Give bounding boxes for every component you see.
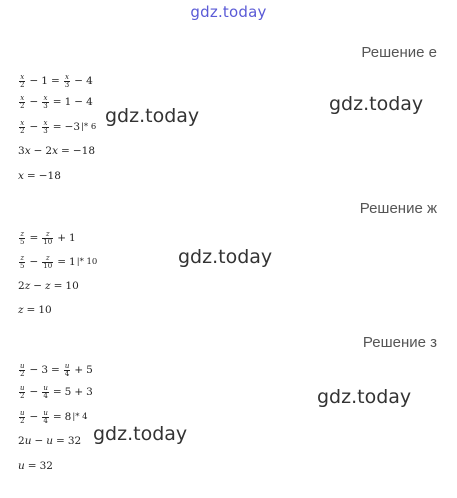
watermark: gdz.today <box>329 93 424 115</box>
equation-line: 3 x − 2 x = −18 <box>18 145 96 157</box>
fraction: $\frac{z}{10}$ <box>43 229 53 246</box>
site-logo[interactable]: gdz.today <box>190 3 267 21</box>
equation-line: z = 10 <box>18 304 52 316</box>
fraction: $\frac{z}{5}$ <box>20 229 25 246</box>
fraction: $\frac{x}{2}$ <box>20 118 25 135</box>
equation-line: $\frac{u}{2}$ − $\frac{u}{4}$ = 5 + 3 <box>20 383 93 400</box>
fraction: $\frac{u}{2}$ <box>20 408 25 425</box>
fraction: $\frac{x}{2}$ <box>20 72 25 89</box>
fraction: $\frac{x}{2}$ <box>20 93 25 110</box>
fraction: $\frac{u}{2}$ <box>20 383 25 400</box>
equation-line: 2 z − z = 10 <box>18 280 79 292</box>
equation-line: $\frac{x}{2}$ − $\frac{x}{3}$ = −3 |* 6 <box>20 118 97 135</box>
watermark: gdz.today <box>317 386 412 408</box>
equation-line: $\frac{x}{2}$ − 1 = $\frac{x}{3}$ − 4 <box>20 72 93 89</box>
fraction: $\frac{u}{4}$ <box>43 383 48 400</box>
equation-line: $\frac{u}{2}$ − $\frac{u}{4}$ = 8 |* 4 <box>20 408 88 425</box>
equation-line: $\frac{z}{5}$ − $\frac{z}{10}$ = 1 |* 10 <box>20 253 98 270</box>
fraction: $\frac{x}{3}$ <box>64 72 70 89</box>
fraction: $\frac{x}{3}$ <box>43 118 48 135</box>
watermark: gdz.today <box>93 423 188 445</box>
fraction: $\frac{z}{5}$ <box>20 253 25 270</box>
section-heading: Решение з <box>362 334 437 351</box>
equation-line: $\frac{u}{2}$ − 3 = $\frac{u}{4}$ + 5 <box>20 361 93 378</box>
equation-line: $\frac{x}{2}$ − $\frac{x}{3}$ = 1 − 4 <box>20 93 93 110</box>
section-heading: Решение ж <box>359 200 437 217</box>
watermark: gdz.today <box>178 246 273 268</box>
fraction: $\frac{u}{2}$ <box>20 361 25 378</box>
equation-line: 2 u − u = 32 <box>18 435 82 447</box>
fraction: $\frac{x}{3}$ <box>43 93 48 110</box>
section-heading: Решение е <box>361 44 437 61</box>
equation-line: $\frac{z}{5}$ = $\frac{z}{10}$ + 1 <box>20 229 76 246</box>
fraction: $\frac{u}{4}$ <box>64 361 70 378</box>
equation-line: u = 32 <box>18 460 53 472</box>
watermark: gdz.today <box>105 105 200 127</box>
equation-line: x = −18 <box>18 170 61 182</box>
fraction: $\frac{u}{4}$ <box>43 408 48 425</box>
fraction: $\frac{z}{10}$ <box>43 253 53 270</box>
